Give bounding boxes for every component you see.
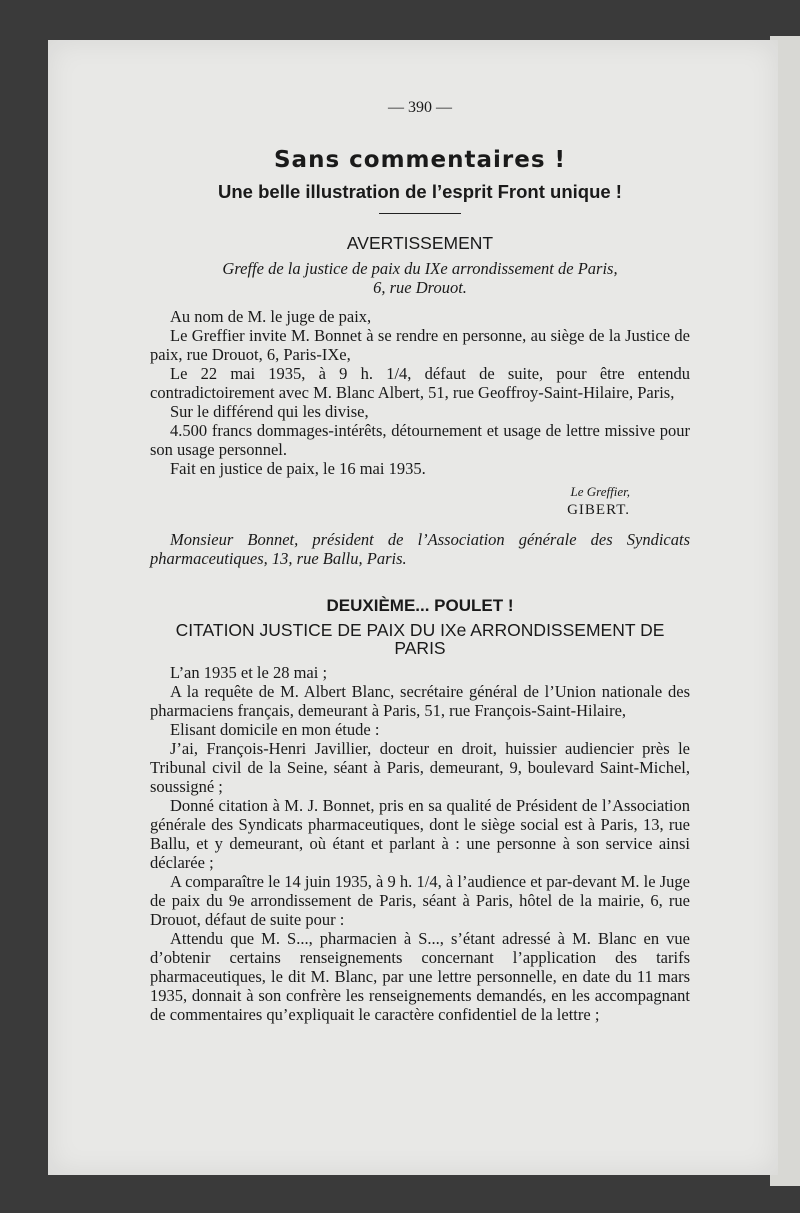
citation-paragraph: L’an 1935 et le 28 mai ; bbox=[170, 663, 328, 682]
signature-name: GIBERT. bbox=[567, 502, 630, 518]
notice-paragraph: 4.500 francs dommages-intérêts, détournement et usage de lettre missive pour son usage personnel. bbox=[150, 421, 690, 459]
section2-heading: DEUXIÈME... POULET ! bbox=[326, 596, 514, 615]
citation-paragraph: A la requête de M. Albert Blanc, secrétaire général de l’Union nationale des pharmaciens français, demeurant à Paris, 51, rue François-Saint-Hilaire, bbox=[150, 682, 690, 720]
citation-paragraph: J’ai, François-Henri Javillier, docteur en droit, huissier audiencier près le Tribunal civil de la Seine, séant à Paris, demeurant, 9, boulevard Saint-Michel, soussigné ; bbox=[150, 739, 690, 796]
citation-paragraph: Donné citation à M. J. Bonnet, pris en sa qualité de Président de l’Association générale des Syndicats pharmaceutiques, dont le siège social est à Paris, 13, rue Ballu, et y demeurant, où étant et parlant à : une personne à son service ainsi déclarée ; bbox=[150, 796, 690, 872]
page-number: — 390 — bbox=[388, 99, 452, 116]
citation-heading: CITATION JUSTICE DE PAIX DU IXe ARRONDISSEMENT DE PARIS bbox=[175, 620, 665, 658]
page-content bbox=[150, 98, 690, 1024]
title-rule bbox=[379, 213, 461, 214]
signature-role: Le Greffier, bbox=[570, 484, 630, 499]
citation-paragraph: A comparaître le 14 juin 1935, à 9 h. 1/4, à l’audience et par-devant M. le Juge de paix du 9e arrondissement de Paris, séant à Paris, hôtel de la mairie, 6, rue Drouot, défaut de suite pour : bbox=[150, 872, 690, 929]
notice-origin-line1: Greffe de la justice de paix du IXe arrondissement de Paris, bbox=[222, 259, 618, 278]
notice-origin-line2: 6, rue Drouot. bbox=[373, 278, 467, 297]
citation-paragraph: Attendu que M. S..., pharmacien à S..., s’étant adressé à M. Blanc en vue d’obtenir certains renseignements concernant l’application des tarifs pharmaceutiques, le dit M. Blanc, par une lettre personnelle, en date du 11 mars 1935, donnait à son confrère les renseignements demandés, en les accompagnant de commentaires qu’expliquait le caractère confidentiel de la lettre ; bbox=[150, 929, 690, 1024]
notice-paragraph: Sur le différend qui les divise, bbox=[170, 402, 369, 421]
notice-paragraph: Au nom de M. le juge de paix, bbox=[170, 307, 372, 326]
notice-paragraph: Le 22 mai 1935, à 9 h. 1/4, défaut de suite, pour être entendu contradictoirement avec M. Blanc Albert, 51, rue Geoffroy-Saint-Hilaire, Paris, bbox=[150, 364, 690, 402]
notice-paragraph: Fait en justice de paix, le 16 mai 1935. bbox=[170, 459, 426, 478]
notice-addressee: Monsieur Bonnet, président de l’Association générale des Syndicats pharmaceutiques, 13, rue Ballu, Paris. bbox=[150, 530, 690, 568]
page-title: Sans commentaires ! bbox=[273, 147, 567, 173]
citation-paragraph: Elisant domicile en mon étude : bbox=[170, 720, 380, 739]
page-subtitle: Une belle illustration de l’esprit Front unique ! bbox=[218, 181, 622, 202]
notice-heading: AVERTISSEMENT bbox=[346, 233, 494, 253]
notice-paragraph: Le Greffier invite M. Bonnet à se rendre en personne, au siège de la Justice de paix, rue Drouot, 6, Paris-IXe, bbox=[150, 326, 690, 364]
